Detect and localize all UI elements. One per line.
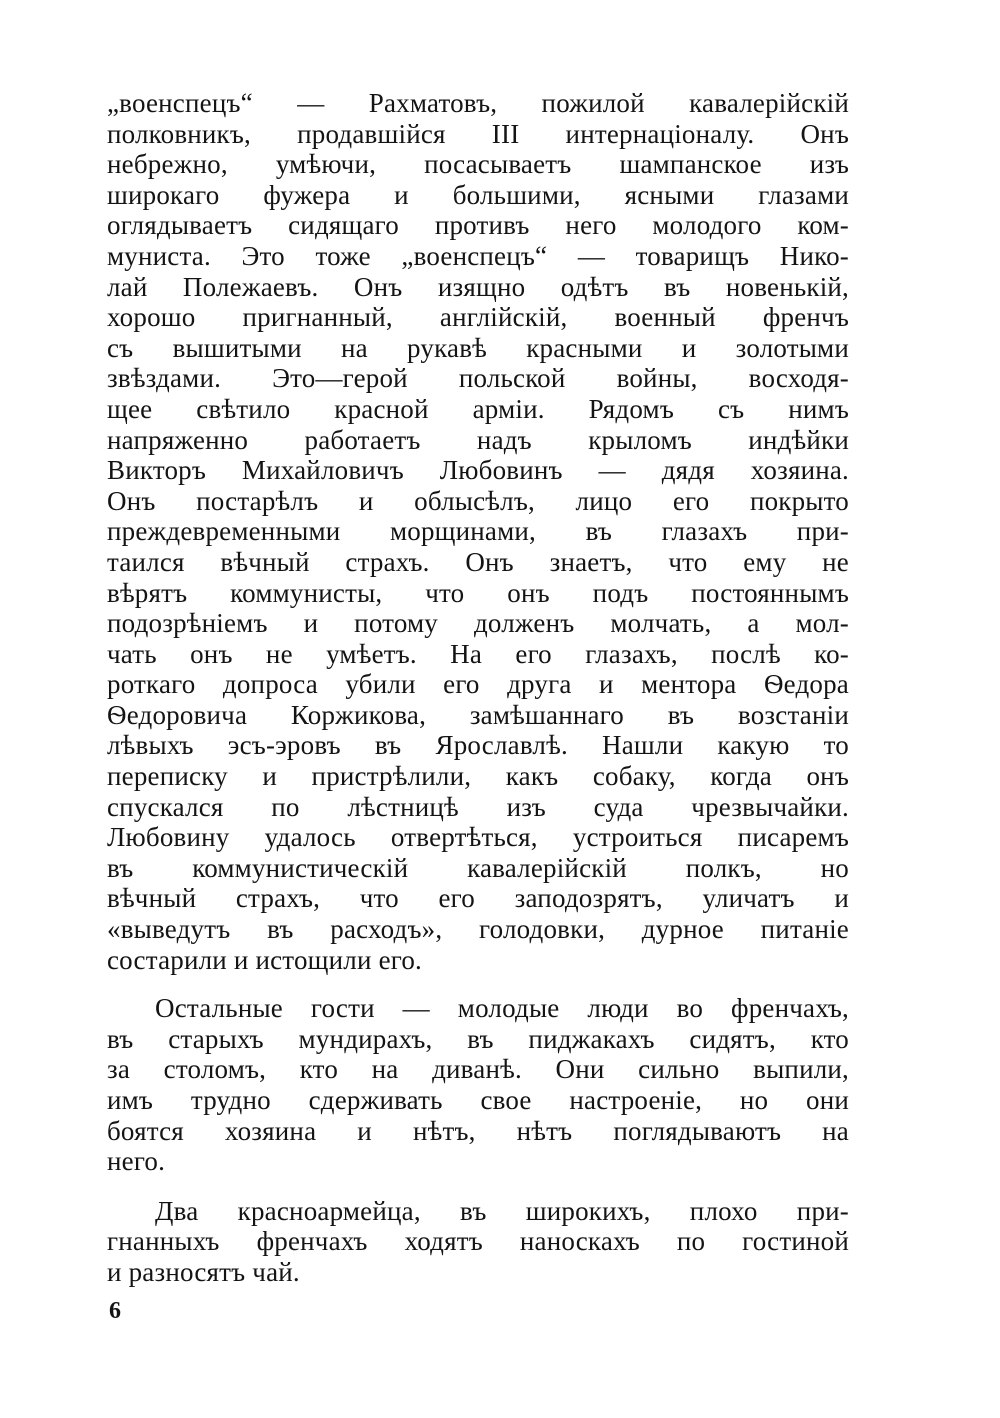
text-line: въ старыхъ мундирахъ, въ пиджакахъ сидятъ, кто — [107, 1023, 849, 1054]
paragraph-2 — [107, 993, 849, 1177]
text-line: «выведутъ въ расходъ», голодовки, дурное питаніе — [107, 914, 849, 945]
text-line: „военспецъ“ — Рахматовъ, пожилой кавалерійскій — [107, 88, 849, 118]
text-line: гнанныхъ френчахъ ходятъ наноскахъ по гостиной — [107, 1226, 849, 1257]
text-line: Викторъ Михайловичъ Любовинъ — дядя хозяина. — [107, 455, 849, 486]
text-line: подозрѣніемъ и потому долженъ молчать, а мол- — [107, 608, 849, 639]
text-line: Любовину удалось отвертѣться, устроиться писаремъ — [107, 822, 849, 853]
text-line: Остальные гости — молодые люди во френчахъ, — [155, 993, 849, 1024]
text-line: и разносятъ чай. — [107, 1256, 300, 1287]
text-line: Ѳедоровича Коржикова, замѣшаннаго въ возстаніи — [107, 699, 849, 730]
text-line: полковникъ, продавшійся III интернаціоналу. Онъ — [107, 118, 849, 149]
text-line: небрежно, умѣючи, посасываетъ шампанское изъ — [107, 149, 849, 180]
text-line: боятся хозяина и нѣтъ, нѣтъ поглядываютъ на — [107, 1115, 849, 1146]
text-line: напряженно работаетъ надъ крыломъ индѣйки — [107, 424, 849, 455]
text-line: Онъ постарѣлъ и облысѣлъ, лицо его покрыто — [107, 485, 849, 516]
text-line: лай Полежаевъ. Онъ изящно одѣтъ въ новенькій, — [107, 271, 849, 302]
text-line: преждевременными морщинами, въ глазахъ при- — [107, 516, 849, 547]
text-line: лѣвыхъ эсъ-эровъ въ Ярославлѣ. Нашли какую то — [107, 730, 849, 761]
text-line: щее свѣтило красной арміи. Рядомъ съ нимъ — [107, 393, 849, 424]
text-line: вѣчный страхъ, что его заподозрятъ, уличатъ и — [107, 883, 849, 914]
text-line: муниста. Это тоже „военспецъ“ — товарищъ Нико- — [107, 240, 849, 271]
text-line: оглядываетъ сидящаго противъ него молодого ком- — [107, 210, 849, 241]
text-line: за столомъ, кто на диванѣ. Они сильно выпили, — [107, 1054, 849, 1085]
text-line: чать онъ не умѣетъ. На его глазахъ, послѣ ко- — [107, 638, 849, 669]
page-body — [107, 88, 849, 1288]
paragraph-3 — [107, 1196, 849, 1288]
text-line: имъ трудно сдерживать свое настроеніе, но они — [107, 1085, 849, 1115]
text-line: звѣздами. Это—герой польской войны, восходя- — [107, 363, 849, 394]
page-number: 6 — [109, 1298, 121, 1324]
text-line: спускался по лѣстницѣ изъ суда чрезвычайки. — [107, 791, 849, 822]
text-line: переписку и пристрѣлили, какъ собаку, когда онъ — [107, 761, 849, 792]
text-line: въ коммунистическій кавалерійскій полкъ, но — [107, 852, 849, 883]
text-line: Два красноармейца, въ широкихъ, плохо при- — [155, 1195, 849, 1226]
text-line: широкаго фужера и большими, ясными глазами — [107, 179, 849, 210]
text-line: хорошо пригнанный, англійскій, военный френчъ — [107, 302, 849, 333]
text-line: вѣрятъ коммунисты, что онъ подъ постояннымъ — [107, 577, 849, 608]
text-line: съ вышитыми на рукавѣ красными и золотыми — [107, 332, 849, 363]
text-line: состарили и истощили его. — [107, 944, 422, 975]
text-line: роткаго допроса убили его друга и ментора Ѳедора — [107, 669, 849, 700]
paragraph-1 — [107, 88, 849, 975]
text-line: него. — [107, 1146, 166, 1177]
text-line: таился вѣчный страхъ. Онъ знаетъ, что ему не — [107, 546, 849, 577]
